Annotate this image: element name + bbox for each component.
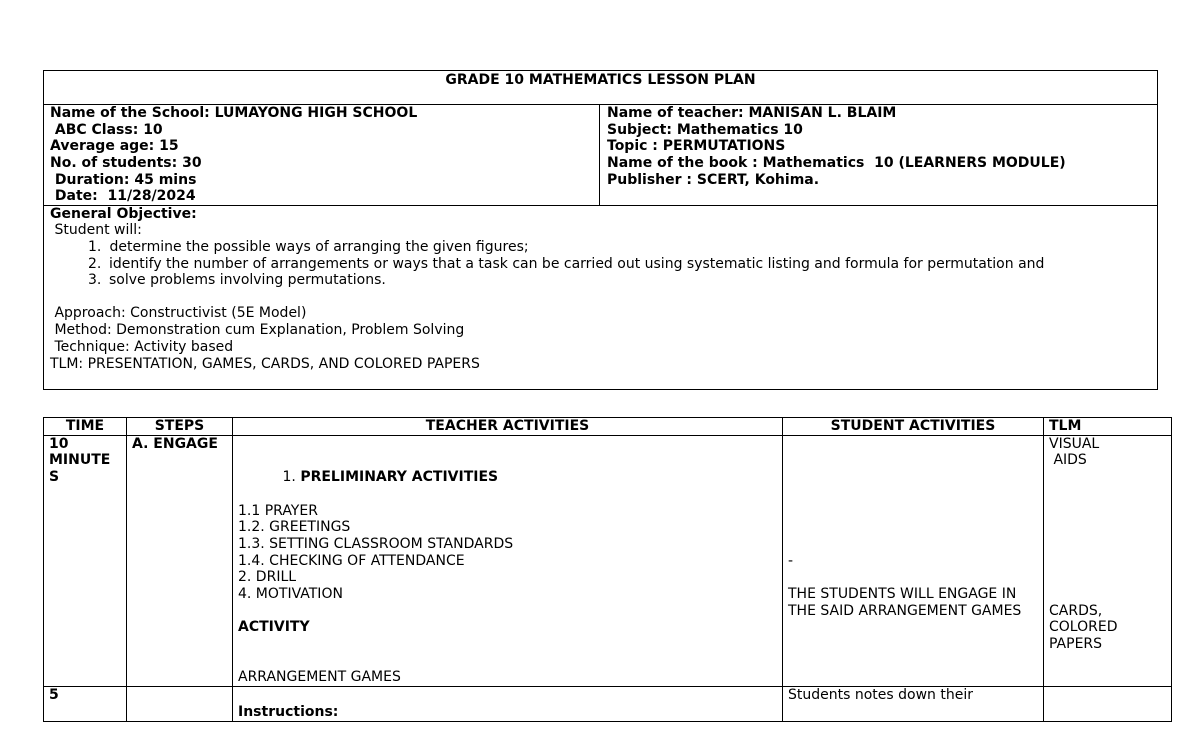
student-notes: Students notes down their (788, 687, 973, 704)
teacher-cell (233, 687, 783, 721)
publisher: Publisher : SCERT, Kohima. (607, 172, 820, 188)
student-count: No. of students: 30 (50, 155, 202, 171)
tlm-cards: CARDS, (1049, 602, 1103, 619)
average-age: Average age: 15 (50, 138, 179, 154)
time-unit-end: S (49, 469, 60, 486)
objective-item-2-number: 2. (88, 256, 102, 272)
student-dash: - (788, 552, 794, 569)
step-cell (127, 435, 233, 686)
tlm-aids: AIDS (1049, 452, 1087, 469)
objective-item-3-number: 3. (88, 272, 102, 288)
teacher-item-prayer: 1.1 PRAYER (238, 502, 318, 519)
objective-intro: Student will: (50, 222, 142, 238)
objective-item-2: identify the number of arrangements or ways that a task can be carried out using systematic listing and formula for permutation and (109, 256, 1045, 272)
activity-heading: ACTIVITY (238, 619, 310, 636)
arrangement-games: ARRANGEMENT GAMES (238, 669, 401, 686)
instructions-heading: Instructions: (238, 703, 339, 720)
preliminary-label: PRELIMINARY ACTIVITIES (300, 469, 499, 486)
header-tlm: TLM (1044, 418, 1172, 436)
subject: Subject: Mathematics 10 (607, 122, 803, 138)
tlm-cell (1044, 435, 1172, 686)
info-column-divider (599, 104, 600, 206)
objective-heading: General Objective: (50, 206, 197, 222)
approach: Approach: Constructivist (5E Model) (50, 305, 307, 321)
time-cell (44, 687, 127, 721)
book-name: Name of the book : Mathematics 10 (LEARNERS MODULE) (607, 155, 1066, 171)
time-value: 5 (49, 687, 59, 704)
table-row (44, 687, 1172, 721)
tlm-visual: VISUAL (1049, 435, 1100, 452)
teacher-name: Name of teacher: MANISAN L. BLAIM (607, 105, 897, 121)
teacher-item-attendance: 1.4. CHECKING OF ATTENDANCE (238, 552, 465, 569)
teacher-item-drill: 2. DRILL (238, 569, 297, 586)
student-activity-line-1: THE STUDENTS WILL ENGAGE IN (788, 585, 1017, 602)
duration: Duration: 45 mins (50, 172, 197, 188)
lesson-table (43, 417, 1172, 722)
student-cell (783, 687, 1044, 721)
header-steps: STEPS (127, 418, 233, 436)
header-student-activities: STUDENT ACTIVITIES (783, 418, 1044, 436)
preliminary-number: 1. (282, 469, 301, 486)
date: Date: 11/28/2024 (50, 188, 196, 204)
tlm-papers: PAPERS (1049, 636, 1103, 653)
objective-item-1: determine the possible ways of arranging the given figures; (105, 239, 529, 255)
teacher-item-greetings: 1.2. GREETINGS (238, 519, 351, 536)
tlm-summary: TLM: PRESENTATION, GAMES, CARDS, AND COLORED PAPERS (50, 356, 480, 372)
time-cell (44, 435, 127, 686)
teacher-cell (233, 435, 783, 686)
table-header-row (44, 418, 1172, 436)
student-cell (783, 435, 1044, 686)
time-unit: MINUTE (49, 452, 111, 469)
topic: Topic : PERMUTATIONS (607, 138, 786, 154)
page-title: GRADE 10 MATHEMATICS LESSON PLAN (445, 72, 756, 88)
step-cell (127, 687, 233, 721)
technique: Technique: Activity based (50, 339, 234, 355)
school-name: Name of the School: LUMAYONG HIGH SCHOOL (50, 105, 418, 121)
tlm-cell (1044, 687, 1172, 721)
table-row (44, 435, 1172, 686)
header-time: TIME (44, 418, 127, 436)
step-label: A. ENGAGE (132, 435, 218, 452)
preliminary-activities (238, 452, 777, 502)
header-teacher-activities: TEACHER ACTIVITIES (233, 418, 783, 436)
teacher-item-standards: 1.3. SETTING CLASSROOM STANDARDS (238, 535, 514, 552)
objective-item-1-number: 1. (88, 239, 102, 255)
class-info: ABC Class: 10 (50, 122, 163, 138)
method: Method: Demonstration cum Explanation, Problem Solving (50, 322, 465, 338)
student-activity-line-2: THE SAID ARRANGEMENT GAMES (788, 602, 1022, 619)
teacher-item-motivation: 4. MOTIVATION (238, 586, 343, 603)
time-value: 10 (49, 435, 69, 452)
info-divider (43, 205, 1158, 206)
tlm-colored: COLORED (1049, 619, 1118, 636)
objective-item-3: solve problems involving permutations. (109, 272, 386, 288)
